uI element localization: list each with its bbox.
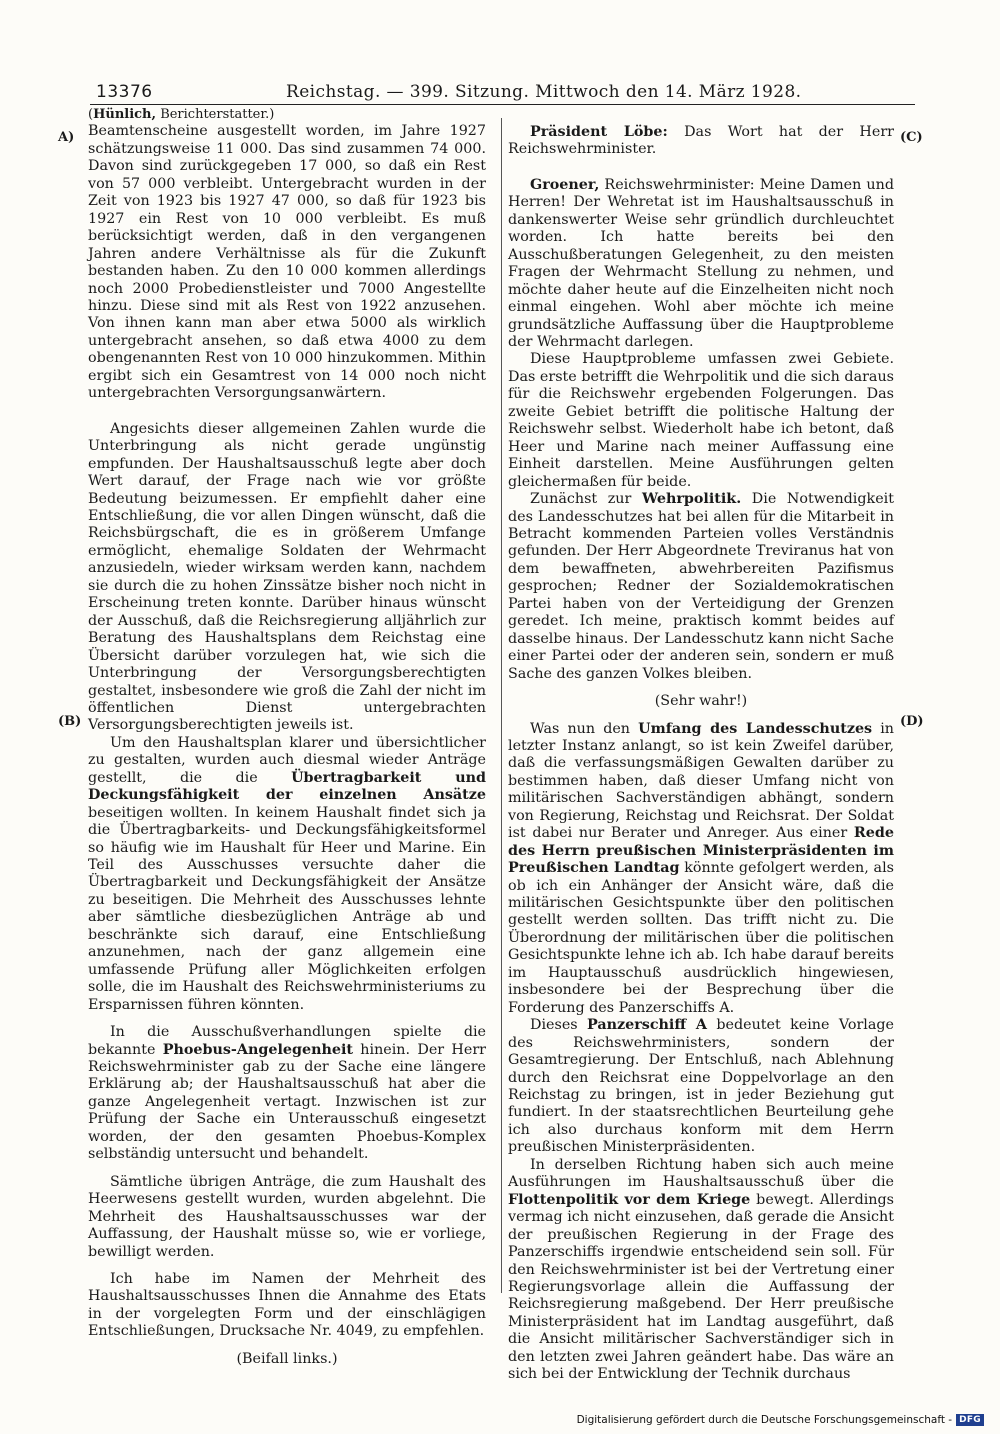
paragraph: Was nun den Umfang des Landesschutzes in letzter Instanz anlangt, so ist kein Zweifel darüber, daß die verfassungsmäßigen Gewalten darüber zu bestimmen haben, daß dieser Umfang nicht von militärischen Sachverständigen abhängt, sondern von Regierung, Reichstag und Reichsrat. Der Soldat ist dabei nur Berater und Anreger. Aus einer Rede des Herrn preußischen Ministerpräsidenten im Preußischen Landtag könnte gefolgert werden, als ob ich ein Anhänger der Ansicht wäre, daß die militärischen Gesichtspunkte über den politischen gestellt werden sollten. Das trifft nicht zu. Die Überordnung der militärischen über die politischen Gesichtspunkte lehne ich ab. Ich habe darauf bereits im Hauptausschuß ausdrücklich hingewiesen, insbesondere bei der Besprechung über die Forderung des Panzerschiffs A.: [508, 720, 895, 1016]
bold-term: Umfang des Landesschutzes: [638, 720, 873, 737]
speaker-role: Berichterstatter.): [160, 107, 275, 122]
paragraph: In derselben Richtung haben sich auch meine Ausführungen im Haushaltsausschuß über die Flottenpolitik vor dem Kriege bewegt. Allerdings vermag ich nicht einzusehen, daß gerade die Ansicht der preußischen Regierung in der Frage des Panzerschiffs irgendwie entscheidend sein soll. Für den Reichswehrminister ist bei der Vertretung einer Regierungsvorlage allein die Auffassung der Reichsregierung maßgebend. Der Herr preußische Ministerpräsident hat im Landtag ausgeführt, daß die Ansicht militärischer Sachverständiger sich in den letzten zwei Jahren geändert habe. Das wäre an sich bei der Entwicklung der Technik durchaus: [508, 1156, 894, 1383]
right-column: [508, 106, 894, 1384]
paragraph: Um den Haushaltsplan klarer und übersichtlicher zu gestalten, wurden auch diesmal wieder Anträge gestellt, die die Übertragbarkeit und Deckungsfähigkeit der einzelnen Ansätze beseitigen wollten. In keinem Haushalt findet sich ja die Übertragbarkeits- und Deckungsfähigkeitsformel so häufig wie im Haushalt für Heer und Marine. Ein Teil des Ausschusses versuchte daher die Übertragbarkeit und Deckungsfähigkeit der Ansätze zu beseitigen. Die Mehrheit des Ausschusses lehnte aber sämtliche diesbezüglichen Anträge ab und beschränkte sich darauf, eine Entschließung anzunehmen, nach der ganz allgemein eine umfassende Prüfung aller Möglichkeiten erfolgen solle, die im Haushalt des Reichswehrministeriums zu Ersparnissen führen könnten.: [88, 734, 486, 1013]
paragraph: Präsident Löbe: Das Wort hat der Herr Reichswehrminister.: [508, 124, 894, 158]
applause-note: (Beifall links.): [236, 1350, 338, 1367]
speaker-name: Hünlich,: [93, 107, 157, 122]
footer-credit: [577, 1414, 984, 1426]
speaker-name: Präsident Löbe:: [530, 124, 668, 140]
footer-text: Digitalisierung gefördert durch die Deutsche Forschungsgemeinschaft -: [576, 1414, 953, 1426]
page-title: Reichstag. — 399. Sitzung. Mittwoch den 14. März 1928.: [286, 82, 802, 102]
margin-mark-b: (B): [58, 714, 82, 729]
paragraph: In die Ausschußverhandlungen spielte die bekannte Phoebus-Angelegenheit hinein. Der Herr Reichswehrminister gab zu der Sache eine längere Erklärung ab; der Haushaltsausschuß hat aber die ganze Angelegenheit vertagt. Inzwischen ist zur Prüfung der Sache ein Unterausschuß eingesetzt worden, der den gesamten Phoebus-Komplex selbständig untersucht und behandelt.: [88, 1024, 487, 1163]
bold-term: Übertragbarkeit und Deckungsfähigkeit der einzelnen Ansätze: [88, 769, 486, 804]
speaker-attribution: (Hünlich, Berichterstatter.): [88, 107, 275, 122]
margin-mark-c: (C): [900, 130, 923, 145]
bold-term: Flottenpolitik vor dem Kriege: [508, 1191, 751, 1208]
paragraph: Beamtenscheine ausgestellt worden, im Jahre 1927 schätzungsweise 11 000. Das sind zusammen 74 000. Davon sind zurückgegeben 17 000, so daß ein Rest von 57 000 verbleibt. Untergebracht wurden in der Zeit von 1923 bis 1927 47 000, so daß für 1923 bis 1927 ein Rest von 10 000 verbleibt. Es muß berücksichtigt werden, daß in den vergangenen Jahren andere Verhältnisse als für die Zukunft bestanden haben. Zu den 10 000 kommen allerdings noch 2000 Probedienstleister und 7000 Angestellte hinzu. Diese sind mit als Rest von 1922 anzusehen. Von ihnen kann man aber etwa 5000 als wirklich untergebracht ansehen, so daß etwa 4000 zu dem obengenannten Rest von 10 000 hinzukommen. Mithin ergibt sich ein Gesamtrest von 14 000 noch nicht untergebrachten Versorgungsanwärtern.: [88, 123, 486, 402]
paragraph: Zunächst zur Wehrpolitik. Die Notwendigkeit des Landesschutzes hat bei allen für die Mitarbeit in Betracht kommenden Parteien volles Verständnis gefunden. Der Herr Abgeordnete Treviranus hat von dem bewaffneten, abwehrbereiten Pazifismus gesprochen; Redner der Sozialdemokratischen Partei haben von der Verteidigung der Grenzen geredet. Ich meine, praktisch kommt beides auf dasselbe hinaus. Der Landesschutz kann nicht Sache einer Partei oder der anderen sein, sondern er muß Sache des ganzen Volkes bleiben.: [508, 491, 894, 682]
column-divider: [501, 118, 502, 1293]
bold-term: Wehrpolitik.: [641, 491, 742, 508]
paragraph: Diese Hauptprobleme umfassen zwei Gebiete. Das erste betrifft die Wehrpolitik und die sich daraus für die Reichswehr ergebenden Folgerungen. Das zweite Gebiet betrifft die politische Haltung der Reichswehr selbst. Wiederholt habe ich betont, daß Heer und Marine nach meiner Auffassung eine Einheit darstellen. Meine Ausführungen gelten gleichermaßen für beide.: [508, 351, 894, 490]
paragraph: Angesichts dieser allgemeinen Zahlen wurde die Unterbringung als nicht gerade ungünstig empfunden. Der Haushaltsausschuß legte aber doch Wert darauf, der Frage nach wie vor größte Bedeutung beizumessen. Er empfiehlt daher eine Entschließung, die vor allen Dingen wünscht, daß die Reichsbürgschaft, die es in größerem Umfange ermöglicht, ehemalige Soldaten der Wehrmacht anzusiedeln, wieder wirksam werden kann, nachdem sie durch die zu hohen Zinssätze bisher noch nicht in Erscheinung treten konnte. Darüber hinaus wünscht der Ausschuß, daß die Reichsregierung alljährlich zur Beratung des Haushaltsplans dem Reichstag eine Übersicht darüber vorzulegen hat, wie sich die Unterbringung der Versorgungsberechtigten gestaltet, insbesondere wie groß die Zahl der nicht im öffentlichen Dienst untergebrachten Versorgungsberechtigten jeweils ist.: [88, 420, 486, 734]
margin-mark-d: (D): [900, 714, 924, 729]
page-header: [96, 82, 916, 104]
bold-term: Rede des Herrn preußischen Ministerpräsidenten im Preußischen Landtag: [508, 825, 894, 877]
paragraph: Ich habe im Namen der Mehrheit des Haushaltsausschusses Ihnen die Annahme des Etats in der vorgelegten Form und der einschlägigen Entschließungen, Drucksache Nr. 4049, zu empfehlen.: [88, 1271, 486, 1340]
interjection: (Sehr wahr!): [654, 693, 748, 710]
dfg-logo: DFG: [956, 1414, 984, 1426]
paragraph: Sämtliche übrigen Anträge, die zum Haushalt des Heerwesens gestellt wurden, wurden abgelehnt. Die Mehrheit des Haushaltsausschusses war der Auffassung, der Haushalt müsse so, wie er vorliege, bewilligt werden.: [88, 1173, 486, 1260]
paragraph: Groener, Reichswehrminister: Meine Damen und Herren! Der Wehretat ist im Haushaltsausschuß in dankenswerter Weise sehr gründlich durchleuchtet worden. Ich hatte bereits bei den Ausschußberatungen Gelegenheit, zu den meisten Fragen der Wehrmacht Stellung zu nehmen, und möchte daher heute auf die Einzelheiten nicht noch einmal eingehen. Wohl aber möchte ich meine grundsätzliche Auffassung über die Hauptprobleme der Wehrmacht darlegen.: [508, 176, 894, 350]
left-column: [88, 106, 486, 1368]
page-number: 13376: [96, 82, 153, 102]
margin-mark-a: A): [58, 130, 75, 145]
speaker-name: Groener,: [530, 176, 600, 193]
bold-term: Phoebus-Angelegenheit: [162, 1041, 353, 1058]
paragraph: Dieses Panzerschiff A bedeutet keine Vorlage des Reichswehrministers, sondern der Gesamtregierung. Der Entschluß, nach Ablehnung durch den Reichsrat eine Doppelvorlage an den Reichstag zu bringen, ist in jeder Beziehung gut fundiert. In der staatsrechtlichen Beurteilung gehe ich also durchaus konform mit dem Herrn preußischen Ministerpräsidenten.: [508, 1017, 894, 1156]
header-rule: [90, 104, 915, 105]
bold-term: Panzerschiff A: [587, 1017, 707, 1034]
